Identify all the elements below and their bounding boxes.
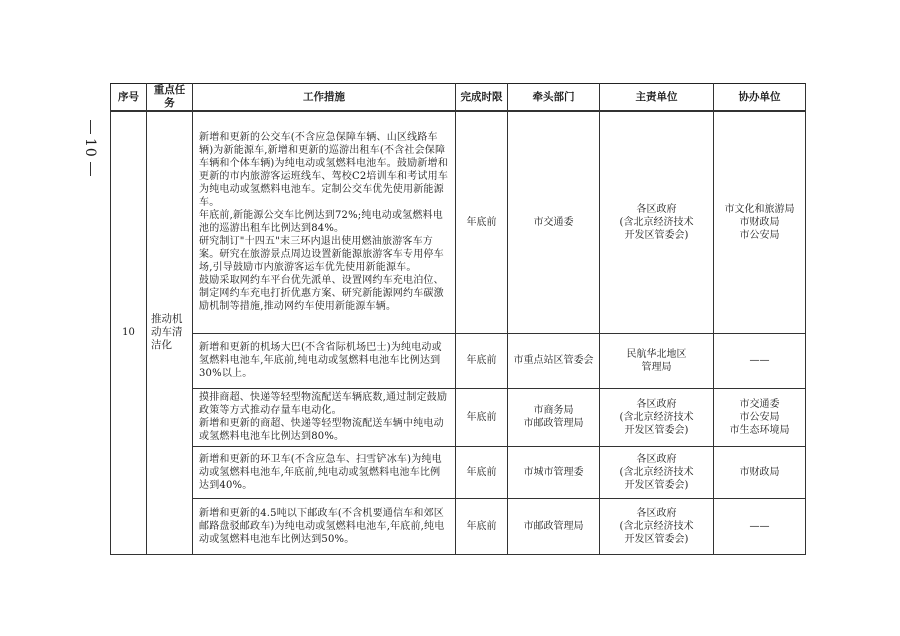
deadline-cell: 年底前 — [456, 111, 508, 333]
measure-text: 年底前,新能源公交车比例达到72%;纯电动或氢燃料电池的巡游出租车比例达到84%。 — [199, 210, 443, 235]
measure-text: 新增和更新的环卫车(不含应急车、扫雪铲冰车)为纯电动或氢燃料电池车,年底前,纯电动或氢燃料电池车比例达到40%。 — [199, 453, 442, 491]
deadline-cell: 年底前 — [456, 498, 508, 554]
row-number: 10 — [111, 111, 147, 554]
header-main: 主责单位 — [600, 84, 714, 112]
measures-cell — [193, 388, 456, 446]
main-unit-line: 开发区管委会) — [624, 533, 689, 545]
assist-unit-cell: —— — [714, 333, 806, 388]
task-table — [110, 83, 806, 555]
table-header-row — [111, 84, 806, 112]
header-no: 序号 — [111, 84, 147, 112]
main-unit-line: 各区政府 — [636, 507, 677, 519]
main-unit-line: (含北京经济技术 — [619, 411, 694, 423]
main-unit-line: (含北京经济技术 — [619, 520, 694, 532]
main-unit-line: 开发区管委会) — [624, 424, 689, 436]
header-lead: 牵头部门 — [508, 84, 600, 112]
assist-unit-cell: —— — [714, 498, 806, 554]
header-deadline: 完成时限 — [456, 84, 508, 112]
measure-text: 新增和更新的商超、快递等轻型物流配送车辆中纯电动或氢燃料电池车比例达到80%。 — [199, 418, 444, 442]
page-number-text: 10 — [82, 138, 98, 158]
lead-dept-cell: 市商务局 市邮政管理局 — [508, 388, 600, 446]
task-name: 推动机动车清洁化 — [147, 111, 193, 554]
table-row — [111, 498, 806, 554]
assist-unit-line: 市交通委 — [739, 398, 780, 410]
measure-text: 研究制订"十四五"末三环内退出使用燃油旅游客车方案。研究在旅游景点周边设置新能源旅游客车专用停车场,引导鼓励市内旅游客运车优先使用新能源车。 — [199, 236, 444, 274]
header-assist: 协办单位 — [714, 84, 806, 112]
main-unit-line: (含北京经济技术 — [619, 216, 694, 228]
assist-unit-cell — [714, 111, 806, 333]
deadline-cell: 年底前 — [456, 333, 508, 388]
assist-unit-line: 市公安局 — [739, 229, 780, 241]
deadline-cell: 年底前 — [456, 446, 508, 498]
table-row — [111, 111, 806, 333]
assist-unit-cell — [714, 388, 806, 446]
header-measures: 工作措施 — [193, 84, 456, 112]
assist-unit-line: 市文化和旅游局 — [724, 203, 795, 215]
deadline-cell: 年底前 — [456, 388, 508, 446]
main-unit-line: (含北京经济技术 — [619, 466, 694, 478]
main-unit-cell — [600, 446, 714, 498]
main-unit-line: 各区政府 — [636, 453, 677, 465]
assist-unit-cell: 市财政局 — [714, 446, 806, 498]
main-unit-line: 民航华北地区 — [626, 348, 687, 360]
main-unit-line: 管理局 — [641, 361, 672, 373]
measure-text: 新增和更新的公交车(不含应急保障车辆、山区线路车辆)为新能源车,新增和更新的巡游出租车(不含社会保障车辆和个体车辆)为纯电动或氢燃料电池车。鼓励新增和更新的市内旅游客运班线车、驾校C2培训车和考试用车为纯电动或氢燃料电池车。定制公交车优先使用新能源车。 — [199, 132, 449, 209]
main-unit-line: 各区政府 — [636, 203, 677, 215]
assist-unit-line: 市公安局 — [739, 411, 780, 423]
page-number-dash-top — [90, 120, 91, 134]
measure-text: 新增和更新的机场大巴(不含省际机场巴士)为纯电动或氢燃料电池车,年底前,纯电动或氢燃料电池车比例达到30%以上。 — [199, 342, 442, 379]
measure-text: 新增和更新的4.5吨以下邮政车(不含机要通信车和郊区邮路盘驳邮政车)为纯电动或氢燃料电池车,年底前,纯电动或氢燃料电池车比例达到50%。 — [199, 507, 445, 545]
measure-text: 鼓励采取网约车平台优先派单、设置网约车充电泊位、制定网约车充电打折优惠方案、研究新能源网约车碳激励机制等措施,推动网约车使用新能源车辆。 — [199, 275, 444, 313]
main-unit-cell — [600, 498, 714, 554]
lead-dept-cell: 市邮政管理局 — [508, 498, 600, 554]
page-number-dash-bottom — [90, 162, 91, 176]
page-number — [80, 116, 100, 180]
measure-text: 摸排商超、快递等轻型物流配送车辆底数,通过制定鼓励政策等方式推动存量车电动化。 — [199, 392, 448, 416]
main-unit-cell — [600, 333, 714, 388]
lead-dept-cell: 市交通委 — [508, 111, 600, 333]
main-unit-line: 开发区管委会) — [624, 479, 689, 491]
header-task: 重点任务 — [147, 84, 193, 112]
measures-cell — [193, 111, 456, 333]
main-unit-line: 各区政府 — [636, 398, 677, 410]
main-unit-line: 开发区管委会) — [624, 229, 689, 241]
measures-cell — [193, 498, 456, 554]
table-row — [111, 446, 806, 498]
measures-cell — [193, 333, 456, 388]
assist-unit-line: 市财政局 — [739, 216, 780, 228]
table-row — [111, 388, 806, 446]
assist-unit-line: 市生态环境局 — [729, 424, 790, 436]
main-unit-cell — [600, 388, 714, 446]
measures-cell — [193, 446, 456, 498]
lead-dept-cell: 市城市管理委 — [508, 446, 600, 498]
table-row — [111, 333, 806, 388]
lead-dept-cell: 市重点站区管委会 — [508, 333, 600, 388]
main-unit-cell — [600, 111, 714, 333]
